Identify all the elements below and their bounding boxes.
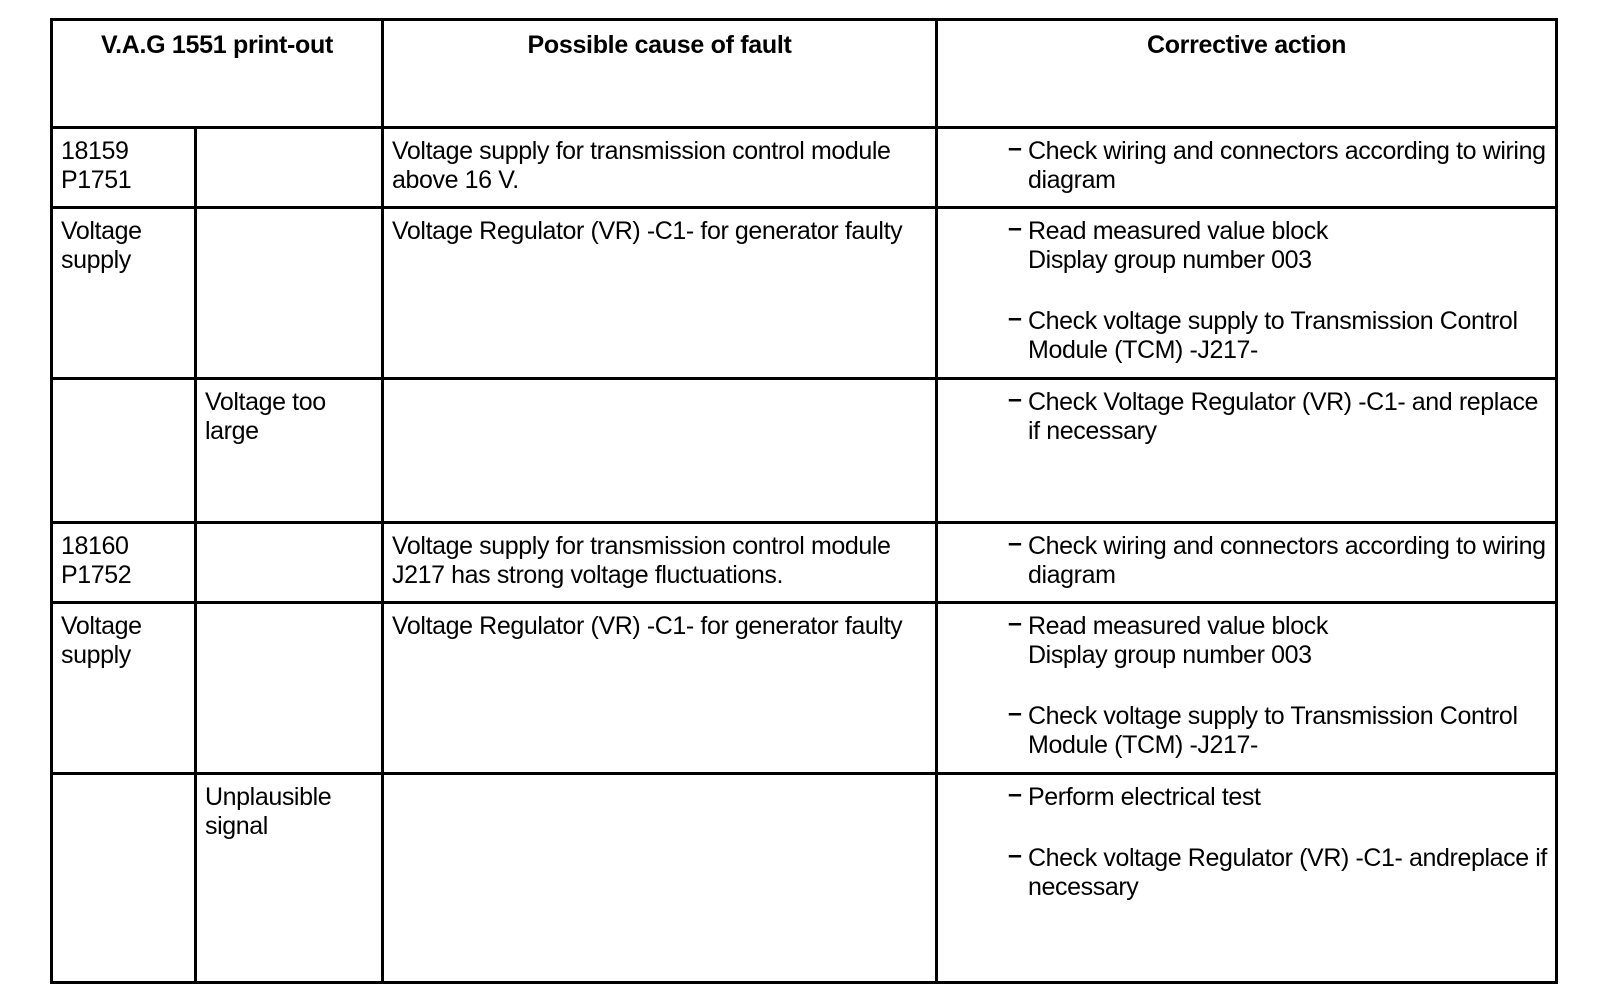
cause-cell: Voltage Regulator (VR) -C1- for generator faulty [383, 602, 937, 773]
dash-bullet-icon: – [1008, 303, 1022, 332]
header-printout: V.A.G 1551 print-out [52, 20, 383, 128]
cause-cell: Voltage supply for transmission control module J217 has strong voltage fluctuations. [383, 522, 937, 602]
cause-cell [383, 773, 937, 982]
action-item: – Check wiring and connectors according to wiring diagram [1008, 134, 1546, 194]
dash-bullet-icon: – [1008, 779, 1022, 808]
fault-subtype-cell: Voltage too large [196, 379, 383, 523]
action-item: – Check Voltage Regulator (VR) -C1- and replace if necessary [1008, 385, 1539, 446]
action-item: – Check voltage supply to Transmission Control Module (TCM) -J217- [1008, 303, 1518, 364]
header-cause: Possible cause of fault [383, 20, 937, 128]
action-cell [937, 602, 1557, 773]
dash-bullet-icon: – [1008, 213, 1022, 242]
fault-code-cell: 18159 P1751 [52, 128, 196, 208]
dash-bullet-icon: – [1008, 528, 1022, 557]
dash-bullet-icon: – [1008, 698, 1022, 727]
action-item: – Perform electrical test [1008, 779, 1261, 811]
action-item: – Read measured value block Display group number 003 [1008, 213, 1328, 274]
action-item: – Check voltage supply to Transmission Control Module (TCM) -J217- [1008, 698, 1518, 759]
action-item: – Read measured value block Display group number 003 [1008, 608, 1328, 669]
dash-bullet-icon: – [1008, 840, 1022, 869]
dash-bullet-icon: – [1008, 134, 1022, 162]
cause-cell [383, 379, 937, 523]
header-row [52, 20, 1557, 128]
table-row [52, 207, 1557, 378]
fault-code-cell: Voltage supply [52, 602, 196, 773]
fault-code-cell [52, 379, 196, 523]
fault-subtype-cell [196, 207, 383, 378]
action-cell [937, 128, 1557, 208]
action-cell [937, 207, 1557, 378]
action-cell [937, 773, 1557, 982]
table-row [52, 128, 1557, 208]
action-item: – Check wiring and connectors according to wiring diagram [1008, 528, 1546, 589]
fault-subtype-cell [196, 602, 383, 773]
action-cell [937, 522, 1557, 602]
table-row [52, 602, 1557, 773]
cause-cell: Voltage supply for transmission control module above 16 V. [383, 128, 937, 208]
header-action: Corrective action [937, 20, 1557, 128]
fault-code-cell [52, 773, 196, 982]
fault-subtype-cell [196, 128, 383, 208]
dash-bullet-icon: – [1008, 385, 1022, 414]
table-row [52, 522, 1557, 602]
cause-cell: Voltage Regulator (VR) -C1- for generator faulty [383, 207, 937, 378]
action-cell [937, 379, 1557, 523]
fault-subtype-cell: Unplausible signal [196, 773, 383, 982]
fault-code-cell: 18160 P1752 [52, 522, 196, 602]
fault-table [50, 18, 1558, 984]
action-item: – Check voltage Regulator (VR) -C1- andreplace if necessary [1008, 840, 1547, 901]
dash-bullet-icon: – [1008, 608, 1022, 637]
fault-code-cell: Voltage supply [52, 207, 196, 378]
table-row [52, 379, 1557, 523]
fault-subtype-cell [196, 522, 383, 602]
table-row [52, 773, 1557, 982]
